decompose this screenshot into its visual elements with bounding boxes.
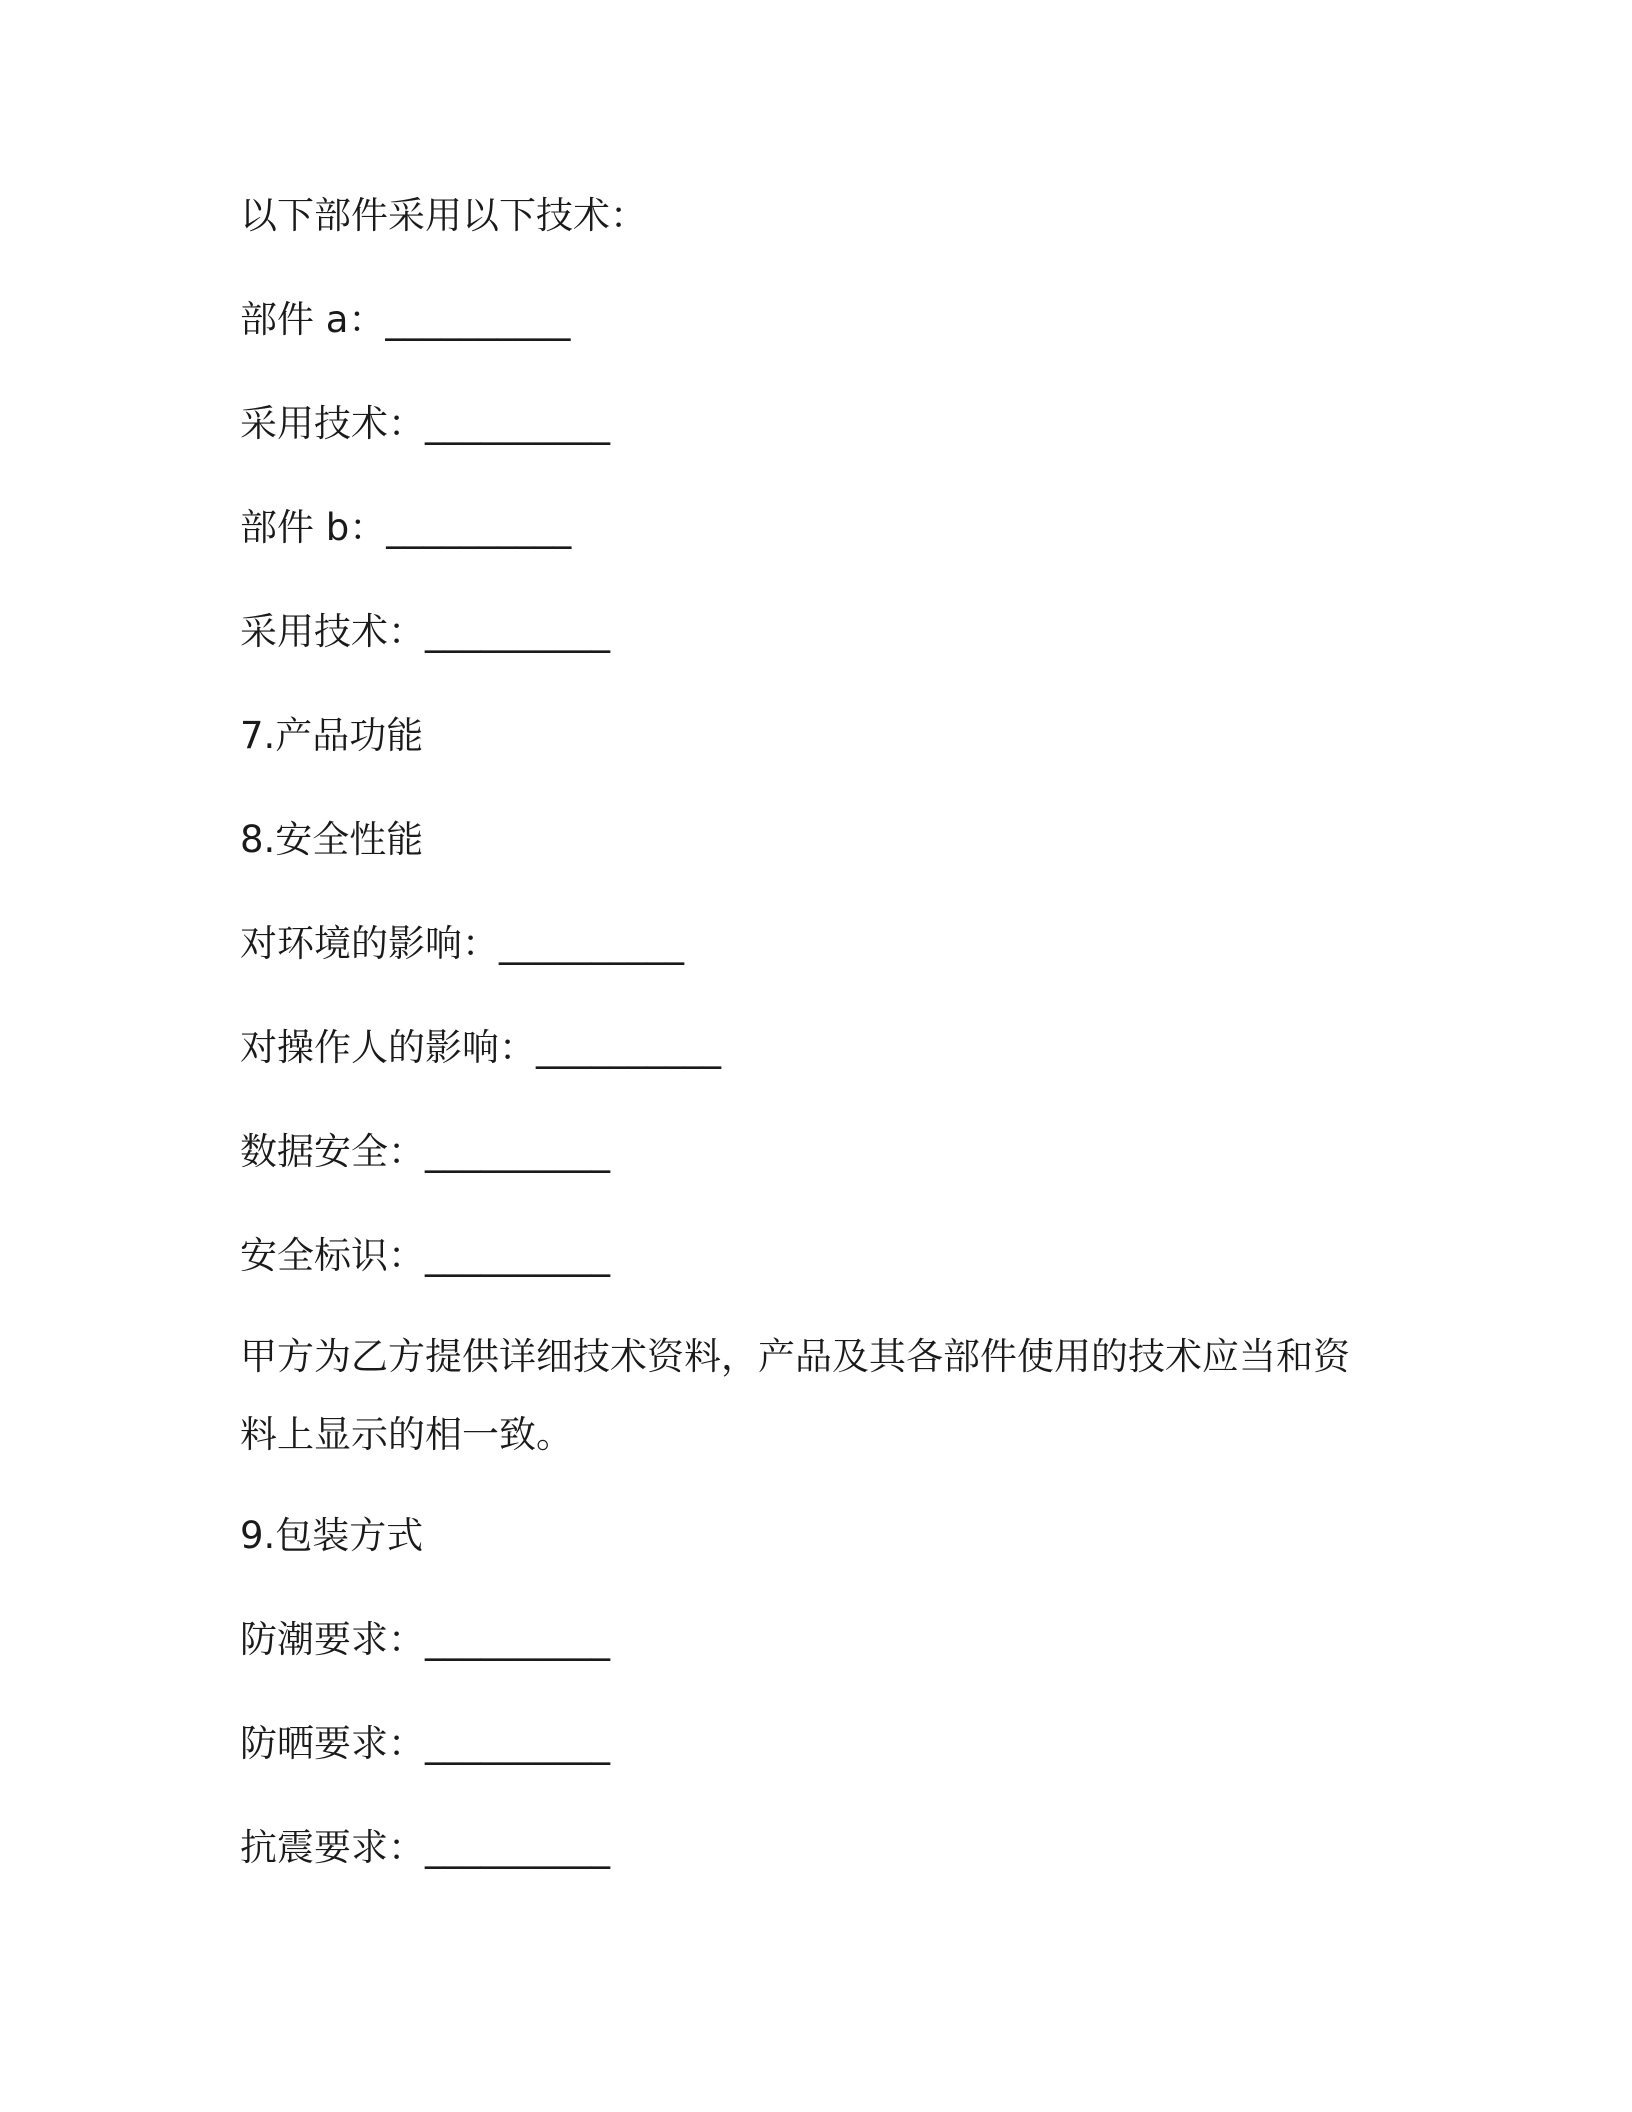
shock-requirement-field: 抗震要求：__________ (240, 1826, 610, 1869)
technical-data-paragraph: 甲方为乙方提供详细技术资料，产品及其各部件使用的技术应当和资料上显示的相一致。 (240, 1335, 1350, 1456)
section-heading-function: 7.产品功能 (240, 714, 424, 757)
component-a-tech-field: 采用技术：__________ (240, 402, 610, 445)
operator-impact-field: 对操作人的影响：__________ (240, 1026, 721, 1069)
sun-requirement-field: 防晒要求：__________ (240, 1722, 610, 1765)
intro-line: 以下部件采用以下技术： (240, 194, 647, 237)
environment-impact-field: 对环境的影响：__________ (240, 922, 684, 965)
moisture-requirement-field: 防潮要求：__________ (240, 1618, 610, 1661)
component-b-field: 部件 b：__________ (240, 506, 572, 549)
safety-label-field: 安全标识：__________ (240, 1234, 610, 1277)
data-security-field: 数据安全：__________ (240, 1130, 610, 1173)
component-b-tech-field: 采用技术：__________ (240, 610, 610, 653)
section-heading-packaging: 9.包装方式 (240, 1514, 424, 1557)
component-a-field: 部件 a：__________ (240, 298, 571, 341)
section-heading-safety: 8.安全性能 (240, 818, 424, 861)
